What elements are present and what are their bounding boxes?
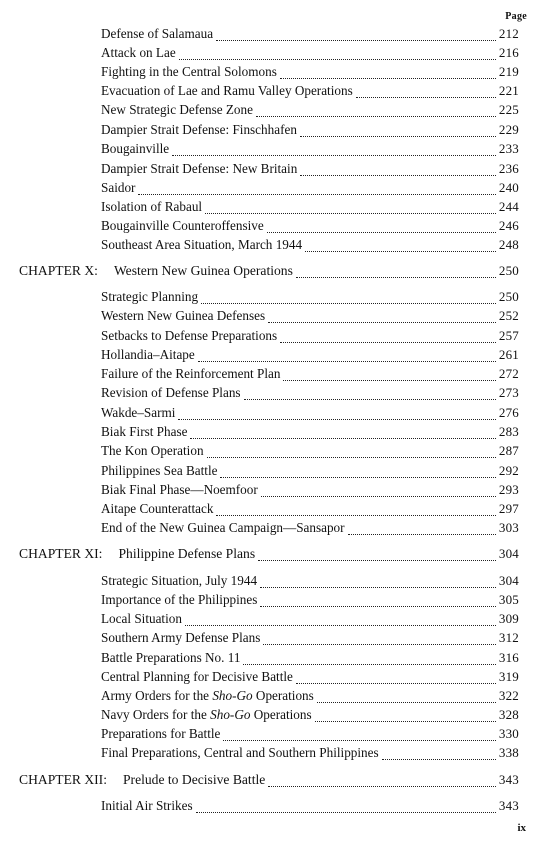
entry-page-number: 273 <box>498 385 519 400</box>
entry-title: Revision of Defense Plans <box>101 385 241 400</box>
entry-page-number: 221 <box>498 83 519 98</box>
dot-leader <box>198 361 496 362</box>
entry-title-italic: Sho-Go <box>212 688 253 703</box>
entry-title: Isolation of Rabaul <box>101 199 203 214</box>
toc-entry <box>101 141 519 160</box>
entry-title: Dampier Strait Defense: New Britain <box>101 161 298 176</box>
entry-page-number: 304 <box>498 573 519 588</box>
dot-leader <box>296 277 496 278</box>
entry-title: End of the New Guinea Campaign—Sansapor <box>101 520 345 535</box>
entry-title: Saidor <box>101 180 136 195</box>
entry-page-number: 252 <box>498 308 519 323</box>
entry-title: Aitape Counterattack <box>101 501 214 516</box>
entry-page-number: 219 <box>498 64 519 79</box>
toc-entry <box>101 102 519 121</box>
toc-entry <box>101 650 519 669</box>
chapter-heading <box>19 263 519 282</box>
dot-leader <box>258 560 496 561</box>
toc-entry <box>101 424 519 443</box>
dot-leader <box>280 78 496 79</box>
dot-leader <box>317 702 496 703</box>
entry-page-number: 343 <box>498 798 519 813</box>
chapter-title: Philippine Defense Plans <box>118 546 256 561</box>
dot-leader <box>268 786 496 787</box>
entry-title-pre: Army Orders for the <box>101 688 213 703</box>
chapter-title: Western New Guinea Operations <box>113 263 293 278</box>
entry-title: Strategic Situation, July 1944 <box>101 573 258 588</box>
toc-entry <box>101 26 519 45</box>
entry-title: Bougainville <box>101 141 170 156</box>
dot-leader <box>138 194 495 195</box>
entry-page-number: 261 <box>498 347 519 362</box>
toc-entry <box>101 385 519 404</box>
page-label: Page <box>505 11 527 22</box>
dot-leader <box>382 759 496 760</box>
entry-page-number: 293 <box>498 482 519 497</box>
entry-page-number: 303 <box>498 520 519 535</box>
entry-title: Attack on Lae <box>101 45 176 60</box>
entry-page-number: 250 <box>498 263 519 278</box>
toc-entry <box>101 237 519 256</box>
toc-entry <box>101 798 519 817</box>
entry-title: Final Preparations, Central and Southern Philippines <box>101 745 379 760</box>
entry-title: Importance of the Philippines <box>101 592 258 607</box>
chapter-number: CHAPTER X: <box>19 263 98 278</box>
entry-page-number: 297 <box>498 501 519 516</box>
entry-page-number: 283 <box>498 424 519 439</box>
dot-leader <box>296 683 496 684</box>
entry-title: Strategic Planning <box>101 289 199 304</box>
entry-title: Bougainville Counteroffensive <box>101 218 264 233</box>
dot-leader <box>268 322 496 323</box>
dot-leader <box>172 155 496 156</box>
dot-leader <box>315 721 496 722</box>
entry-page-number: 272 <box>498 366 519 381</box>
dot-leader <box>201 303 496 304</box>
entry-page-number: 225 <box>498 102 519 117</box>
dot-leader <box>348 534 496 535</box>
entry-title: Hollandia–Aitape <box>101 347 195 362</box>
entry-title: Philippines Sea Battle <box>101 463 218 478</box>
entry-title: The Kon Operation <box>101 443 204 458</box>
entry-page-number: 250 <box>498 289 519 304</box>
dot-leader <box>280 342 496 343</box>
dot-leader <box>223 740 496 741</box>
entry-page-number: 328 <box>498 707 519 722</box>
entry-page-number: 248 <box>498 237 519 252</box>
dot-leader <box>220 477 495 478</box>
toc-entry <box>101 308 519 327</box>
dot-leader <box>356 97 496 98</box>
toc-entry <box>101 573 519 592</box>
entry-title: Preparations for Battle <box>101 726 221 741</box>
toc-entry <box>101 347 519 366</box>
toc-entry <box>101 501 519 520</box>
entry-page-number: 343 <box>498 772 519 787</box>
dot-leader <box>243 664 495 665</box>
entry-title-italic: Sho-Go <box>210 707 251 722</box>
entry-title: Defense of Salamaua <box>101 26 214 41</box>
toc-entry <box>101 592 519 611</box>
entry-title: Battle Preparations No. 11 <box>101 650 241 665</box>
entry-title <box>101 707 312 723</box>
entry-title: Dampier Strait Defense: Finschhafen <box>101 122 297 137</box>
toc-entry <box>101 405 519 424</box>
dot-leader <box>305 251 496 252</box>
entry-page-number: 244 <box>498 199 519 214</box>
toc-entry <box>101 64 519 83</box>
chapter-title: Prelude to Decisive Battle <box>122 772 266 787</box>
entry-title: Failure of the Reinforcement Plan <box>101 366 281 381</box>
chapter-number: CHAPTER XII: <box>19 772 107 787</box>
toc-entry <box>101 669 519 688</box>
toc-entry <box>101 463 519 482</box>
entry-title: Setbacks to Defense Preparations <box>101 328 278 343</box>
entry-title: Biak First Phase <box>101 424 188 439</box>
entry-page-number: 236 <box>498 161 519 176</box>
entry-page-number: 257 <box>498 328 519 343</box>
toc-entry <box>101 45 519 64</box>
entry-page-number: 312 <box>498 630 519 645</box>
entry-page-number: 309 <box>498 611 519 626</box>
entry-page-number: 229 <box>498 122 519 137</box>
entry-page-number: 292 <box>498 463 519 478</box>
toc-entry <box>101 726 519 745</box>
dot-leader <box>190 438 495 439</box>
toc-entry <box>101 611 519 630</box>
entry-title: Central Planning for Decisive Battle <box>101 669 293 684</box>
dot-leader <box>205 213 496 214</box>
entry-page-number: 322 <box>498 688 519 703</box>
entry-title-pre: Navy Orders for the <box>101 707 211 722</box>
toc-entry <box>101 482 519 501</box>
dot-leader <box>260 587 496 588</box>
dot-leader <box>260 606 496 607</box>
entry-page-number: 287 <box>498 443 519 458</box>
toc-entry <box>101 520 519 539</box>
toc-entry <box>101 289 519 308</box>
entry-title: Wakde–Sarmi <box>101 405 176 420</box>
entry-title: Southern Army Defense Plans <box>101 630 261 645</box>
entry-title <box>101 688 314 704</box>
toc-entry <box>101 218 519 237</box>
entry-title: Evacuation of Lae and Ramu Valley Operations <box>101 83 353 98</box>
dot-leader <box>300 136 496 137</box>
entry-page-number: 316 <box>498 650 519 665</box>
entry-title-post: Operations <box>250 707 312 722</box>
page-number-footer: ix <box>517 822 526 834</box>
entry-title: Biak Final Phase—Noemfoor <box>101 482 258 497</box>
dot-leader <box>263 644 496 645</box>
entry-title: Southeast Area Situation, March 1944 <box>101 237 303 252</box>
toc-entry <box>101 122 519 141</box>
entry-title: Initial Air Strikes <box>101 798 193 813</box>
dot-leader <box>261 496 496 497</box>
chapter-heading <box>19 546 519 565</box>
entry-page-number: 233 <box>498 141 519 156</box>
entry-page-number: 246 <box>498 218 519 233</box>
entry-page-number: 305 <box>498 592 519 607</box>
toc-entry <box>101 180 519 199</box>
entry-page-number: 216 <box>498 45 519 60</box>
toc-entry <box>101 707 519 726</box>
entry-page-number: 240 <box>498 180 519 195</box>
toc-entry <box>101 443 519 462</box>
entry-title: New Strategic Defense Zone <box>101 102 253 117</box>
entry-page-number: 304 <box>498 546 519 561</box>
dot-leader <box>267 232 496 233</box>
dot-leader <box>256 116 496 117</box>
entry-title-post: Operations <box>252 688 314 703</box>
entry-page-number: 276 <box>498 405 519 420</box>
toc-entry <box>101 366 519 385</box>
toc-entry <box>101 199 519 218</box>
toc-entry <box>101 630 519 649</box>
chapter-number: CHAPTER XI: <box>19 546 103 561</box>
dot-leader <box>300 175 496 176</box>
entry-page-number: 212 <box>498 26 519 41</box>
dot-leader <box>216 40 496 41</box>
chapter-heading <box>19 772 519 791</box>
dot-leader <box>179 59 496 60</box>
dot-leader <box>283 380 495 381</box>
toc-entry <box>101 328 519 347</box>
entry-title: Local Situation <box>101 611 182 626</box>
dot-leader <box>178 419 496 420</box>
dot-leader <box>216 515 495 516</box>
entry-page-number: 319 <box>498 669 519 684</box>
toc-entry <box>101 161 519 180</box>
toc-entry <box>101 745 519 764</box>
toc-entry <box>101 688 519 707</box>
dot-leader <box>196 812 496 813</box>
dot-leader <box>207 457 496 458</box>
entry-title: Fighting in the Central Solomons <box>101 64 277 79</box>
entry-page-number: 330 <box>498 726 519 741</box>
dot-leader <box>244 399 496 400</box>
entry-page-number: 338 <box>498 745 519 760</box>
dot-leader <box>185 625 496 626</box>
toc-entry <box>101 83 519 102</box>
entry-title: Western New Guinea Defenses <box>101 308 266 323</box>
